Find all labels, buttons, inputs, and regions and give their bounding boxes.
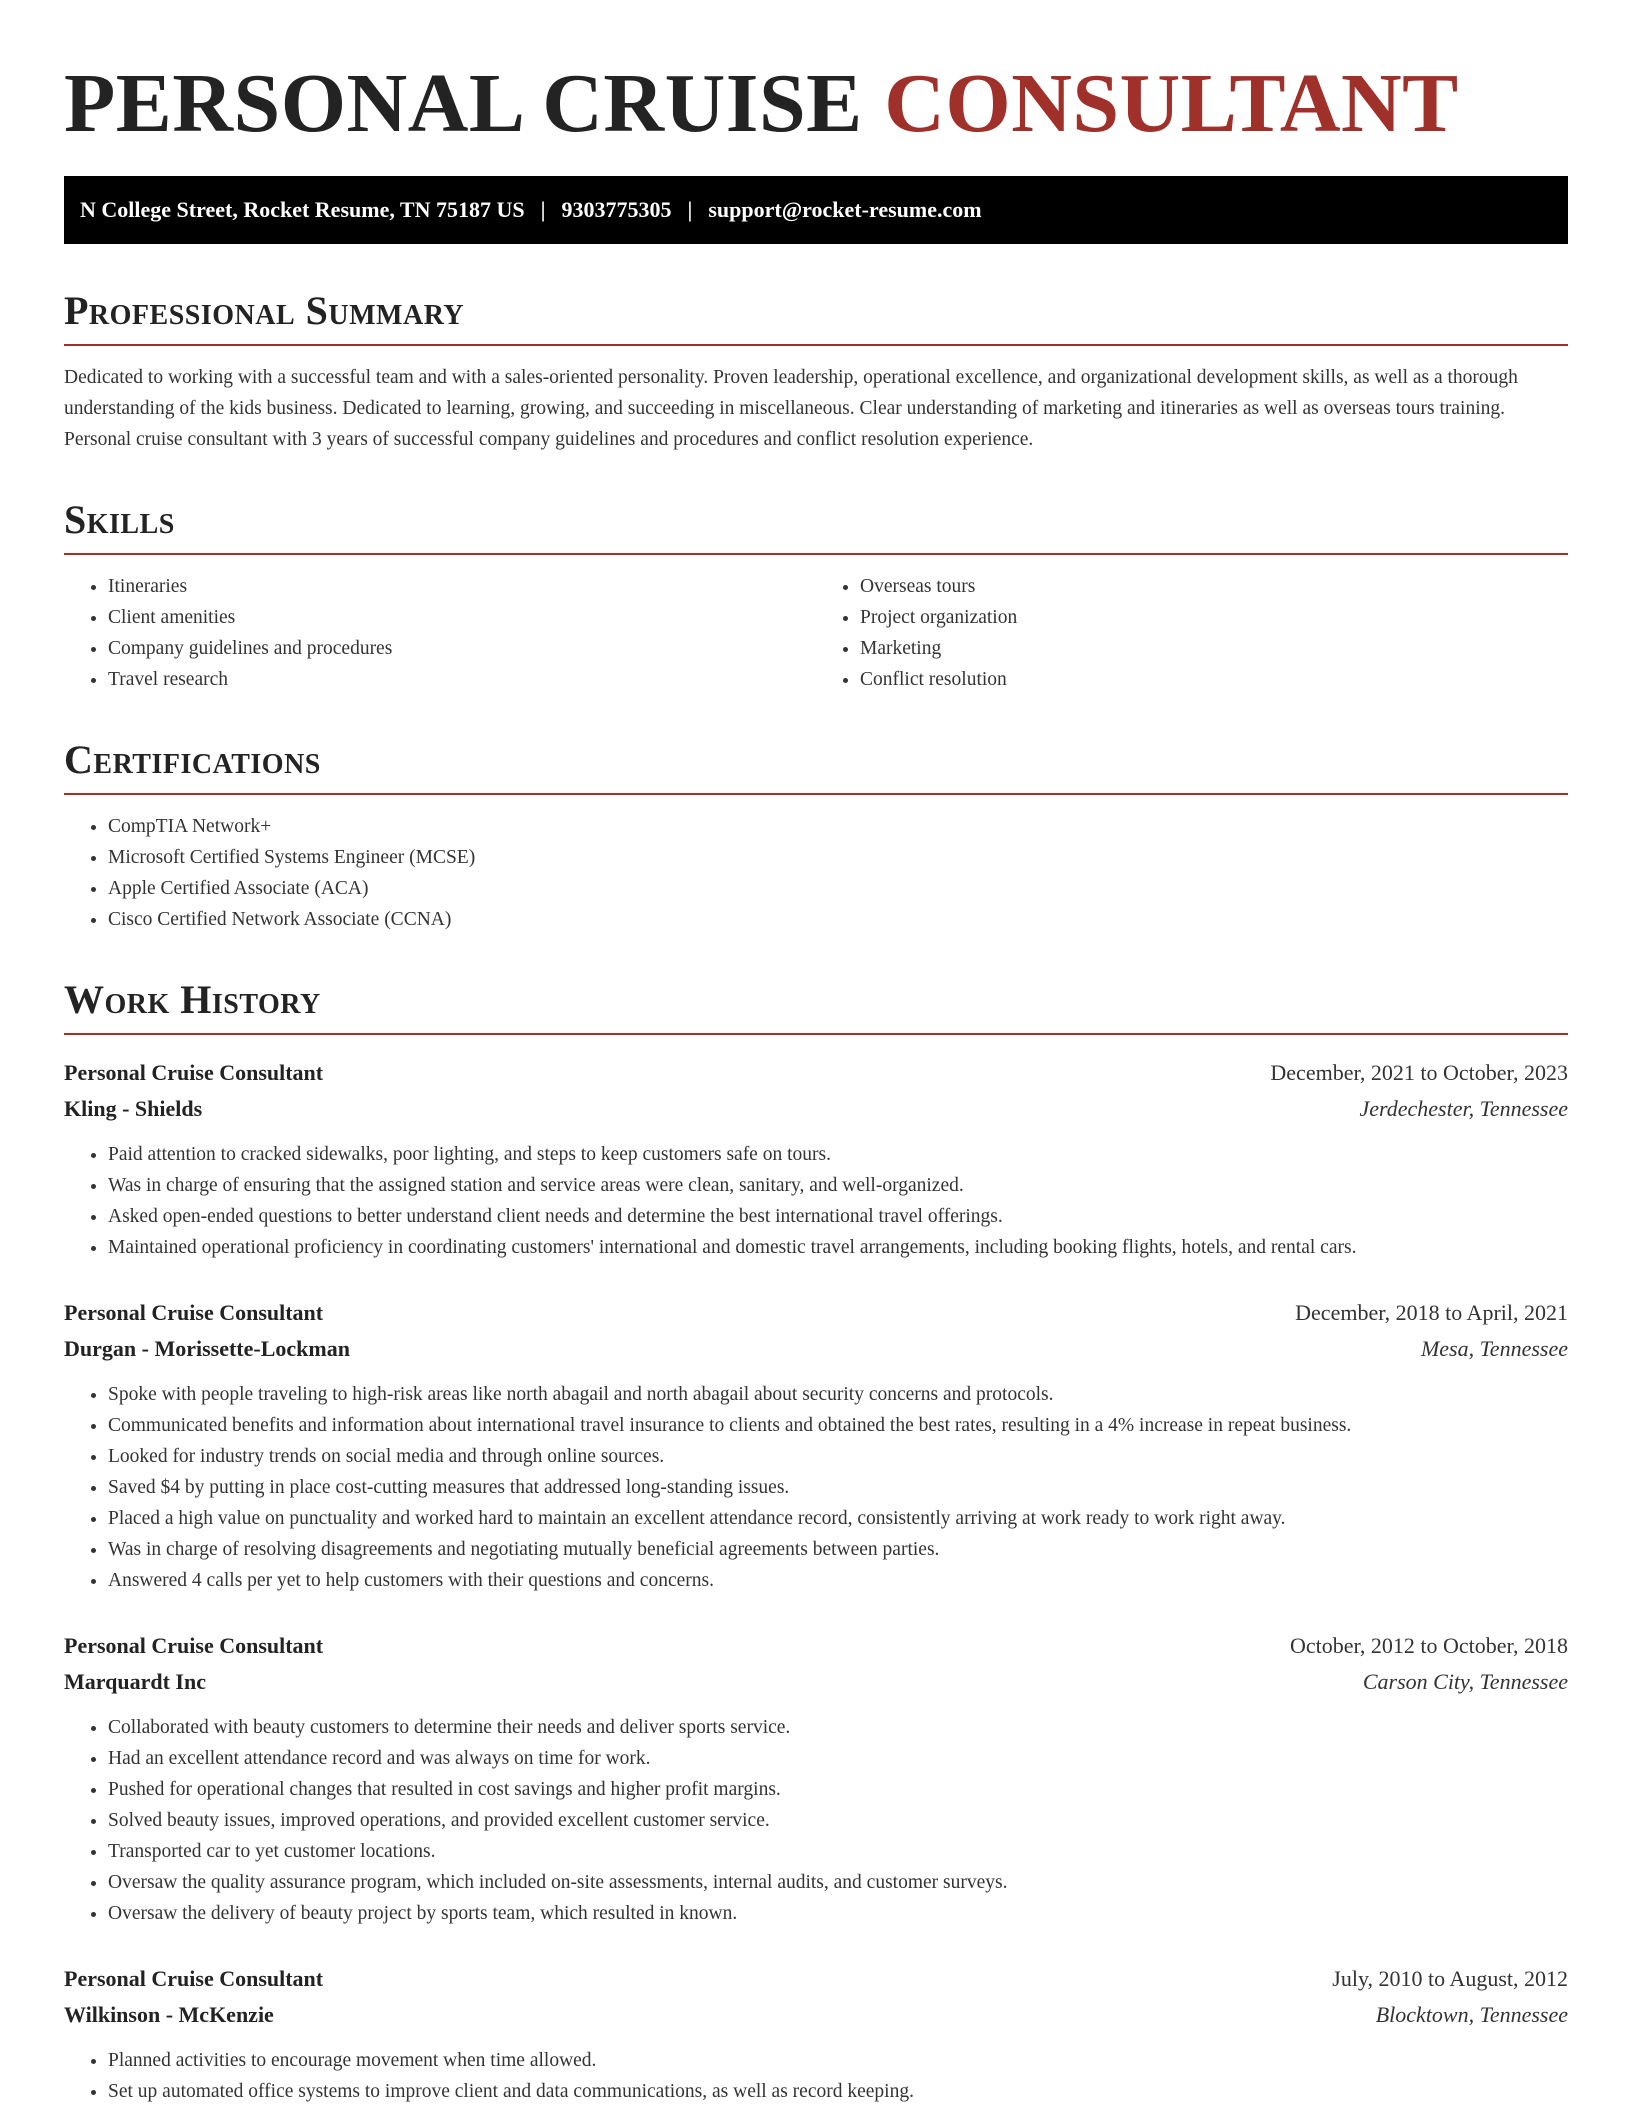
- work-history-heading: Work History: [64, 977, 1568, 1035]
- job-entry: [64, 1055, 1568, 1263]
- summary-section: [64, 288, 1568, 455]
- skills-grid: [64, 555, 1568, 695]
- job-title: Personal Cruise Consultant: [64, 1633, 324, 1658]
- job-dates: December, 2018 to April, 2021: [1295, 1300, 1568, 1325]
- job-dates: July, 2010 to August, 2012: [1332, 1966, 1568, 1991]
- job-company: Durgan - Morissette-Lockman: [64, 1336, 350, 1361]
- job-company: Marquardt Inc: [64, 1669, 206, 1694]
- skill-item: • Itineraries: [108, 571, 816, 602]
- skills-section: [64, 497, 1568, 695]
- job-bullet: • Placed a high value on punctuality and worked hard to maintain an excellent attendance record, consistently arriving at work ready to work right away.: [108, 1503, 1568, 1534]
- contact-phone: 9303775305: [561, 197, 672, 222]
- certification-item: • CompTIA Network+: [108, 811, 1568, 842]
- job-bullet: • Asked open-ended questions to better understand client needs and determine the best international travel offerings.: [108, 1201, 1568, 1232]
- page-title: [64, 56, 1568, 152]
- job-location: Mesa, Tennessee: [1420, 1336, 1568, 1361]
- skills-heading: Skills: [64, 497, 1568, 555]
- certification-item: • Cisco Certified Network Associate (CCNA): [108, 904, 1568, 935]
- title-main: PERSONAL CRUISE: [64, 57, 863, 150]
- contact-separator: |: [687, 197, 693, 222]
- job-header-row: [64, 1295, 1568, 1331]
- job-bullet: • Oversaw the quality assurance program, which included on-site assessments, internal audits, and customer surveys.: [108, 1867, 1568, 1898]
- certification-item: • Apple Certified Associate (ACA): [108, 873, 1568, 904]
- job-bullet: • Solved beauty issues, improved operations, and provided excellent customer service.: [108, 1805, 1568, 1836]
- skills-list-left: [64, 571, 816, 695]
- job-location: Jerdechester, Tennessee: [1359, 1096, 1568, 1121]
- job-title: Personal Cruise Consultant: [64, 1300, 324, 1325]
- skills-list-right: [816, 571, 1568, 695]
- job-header-row: [64, 1628, 1568, 1664]
- skill-item: • Project organization: [860, 602, 1568, 633]
- job-bullets: [64, 1139, 1568, 1263]
- certifications-heading: Certifications: [64, 737, 1568, 795]
- job-bullet: • Collaborated with beauty customers to determine their needs and deliver sports service.: [108, 1712, 1568, 1743]
- job-company-row: [64, 1331, 1568, 1367]
- job-entry: [64, 1628, 1568, 1929]
- job-dates: December, 2021 to October, 2023: [1270, 1060, 1568, 1085]
- summary-heading: Professional Summary: [64, 288, 1568, 346]
- job-company-row: [64, 1997, 1568, 2033]
- job-bullet: • Answered 4 calls per yet to help customers with their questions and concerns.: [108, 1565, 1568, 1596]
- contact-email: support@rocket-resume.com: [708, 197, 982, 222]
- job-bullets: [64, 1712, 1568, 1929]
- skill-item: • Company guidelines and procedures: [108, 633, 816, 664]
- job-title: Personal Cruise Consultant: [64, 1060, 324, 1085]
- title-accent: CONSULTANT: [884, 57, 1459, 150]
- skill-item: • Overseas tours: [860, 571, 1568, 602]
- certification-item: • Microsoft Certified Systems Engineer (MCSE): [108, 842, 1568, 873]
- job-bullet: • Set up automated office systems to improve client and data communications, as well as record keeping.: [108, 2076, 1568, 2107]
- job-company: Kling - Shields: [64, 1096, 203, 1121]
- skill-item: • Conflict resolution: [860, 664, 1568, 695]
- job-bullet: • Was in charge of ensuring that the assigned station and service areas were clean, sanitary, and well-organized.: [108, 1170, 1568, 1201]
- job-entry: [64, 1961, 1568, 2107]
- contact-address: N College Street, Rocket Resume, TN 75187 US: [80, 197, 525, 222]
- job-bullet: • Transported car to yet customer locations.: [108, 1836, 1568, 1867]
- contact-bar: [64, 176, 1568, 244]
- certifications-list: [64, 811, 1568, 935]
- job-company: Wilkinson - McKenzie: [64, 2002, 274, 2027]
- summary-text: Dedicated to working with a successful team and with a sales-oriented personality. Proven leadership, operational excellence, and organizational development skills, as well as a thorough understanding of the kids business. Dedicated to learning, growing, and succeeding in miscellaneous. Clear understanding of marketing and itineraries as well as overseas tours training. Personal cruise consultant with 3 years of successful company guidelines and procedures and conflict resolution experience.: [64, 367, 1518, 450]
- job-location: Carson City, Tennessee: [1362, 1669, 1568, 1694]
- job-bullet: • Communicated benefits and information about international travel insurance to clients and obtained the best rates, resulting in a 4% increase in repeat business.: [108, 1410, 1568, 1441]
- job-bullet: • Paid attention to cracked sidewalks, poor lighting, and steps to keep customers safe on tours.: [108, 1139, 1568, 1170]
- job-title: Personal Cruise Consultant: [64, 1966, 324, 1991]
- job-entry: [64, 1295, 1568, 1596]
- job-bullet: • Saved $4 by putting in place cost-cutting measures that addressed long-standing issues.: [108, 1472, 1568, 1503]
- job-header-row: [64, 1055, 1568, 1091]
- certifications-section: [64, 737, 1568, 935]
- job-bullets: [64, 1379, 1568, 1596]
- job-location: Blocktown, Tennessee: [1375, 2002, 1568, 2027]
- job-bullet: • Pushed for operational changes that resulted in cost savings and higher profit margins.: [108, 1774, 1568, 1805]
- job-bullet: • Was in charge of resolving disagreements and negotiating mutually beneficial agreements between parties.: [108, 1534, 1568, 1565]
- job-bullet: • Had an excellent attendance record and was always on time for work.: [108, 1743, 1568, 1774]
- job-dates: October, 2012 to October, 2018: [1289, 1633, 1568, 1658]
- work-history-section: [64, 977, 1568, 2107]
- job-bullet: • Looked for industry trends on social media and through online sources.: [108, 1441, 1568, 1472]
- job-bullet: • Planned activities to encourage movement when time allowed.: [108, 2045, 1568, 2076]
- skill-item: • Client amenities: [108, 602, 816, 633]
- skill-item: • Marketing: [860, 633, 1568, 664]
- contact-separator: |: [540, 197, 546, 222]
- job-bullet: • Maintained operational proficiency in coordinating customers' international and domestic travel arrangements, including booking flights, hotels, and rental cars.: [108, 1232, 1568, 1263]
- job-company-row: [64, 1664, 1568, 1700]
- job-bullets: [64, 2045, 1568, 2107]
- job-bullet: • Oversaw the delivery of beauty project by sports team, which resulted in known.: [108, 1898, 1568, 1929]
- skill-item: • Travel research: [108, 664, 816, 695]
- job-header-row: [64, 1961, 1568, 1997]
- job-company-row: [64, 1091, 1568, 1127]
- job-bullet: • Spoke with people traveling to high-risk areas like north abagail and north abagail about security concerns and protocols.: [108, 1379, 1568, 1410]
